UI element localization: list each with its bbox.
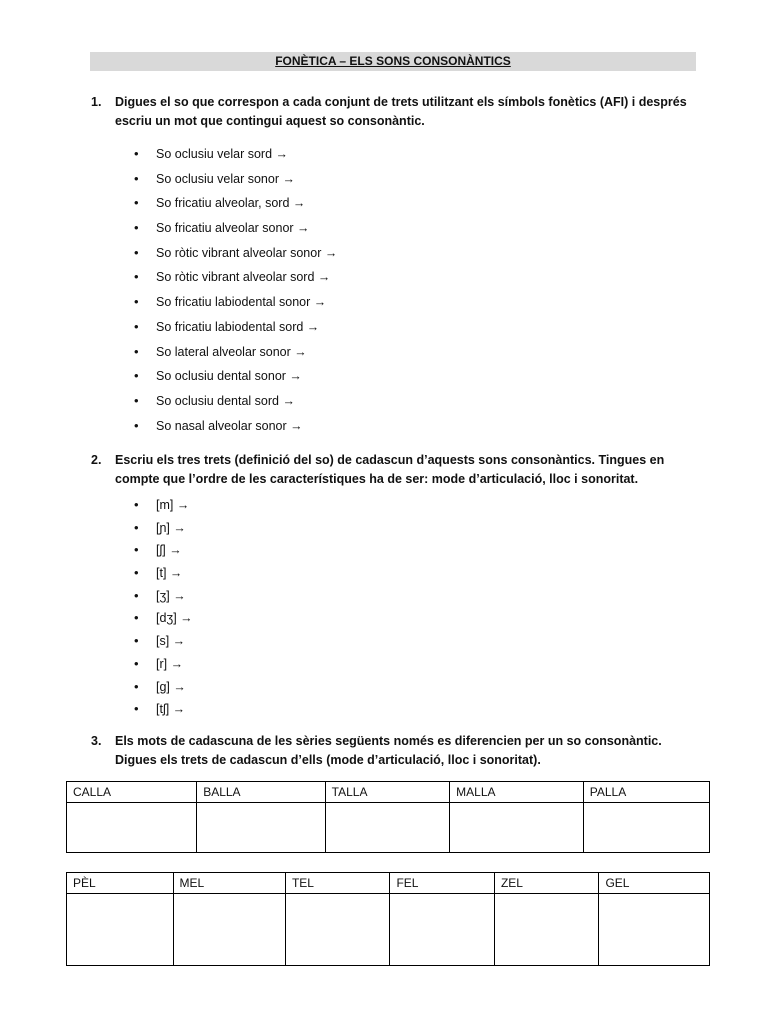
list-item: • [ʒ] → [134,585,193,608]
table-header-cell: PALLA [583,782,709,803]
list-item: • [ɲ] → [134,517,193,540]
list-item: • So oclusiu dental sonor → [134,364,337,389]
list-item: • So fricatiu labiodental sord → [134,315,337,340]
answer-table-1 [66,781,710,853]
table-1-header-row [67,782,710,803]
answer-cell[interactable] [285,894,390,966]
list-item: • So lateral alveolar sonor → [134,340,337,365]
answer-cell[interactable] [325,803,450,853]
table-2-answer-row [67,894,710,966]
table-2-header-row [67,873,710,894]
question-1 [91,93,691,131]
list-item: • So fricatiu alveolar, sord → [134,191,337,216]
question-1-list [134,142,337,438]
answer-cell[interactable] [173,894,285,966]
question-3-number: 3. [91,734,102,748]
table-header-cell: MALLA [450,782,584,803]
list-item: • [t] → [134,562,193,585]
list-item: • So ròtic vibrant alveolar sonor → [134,241,337,266]
list-item: • [m] → [134,494,193,517]
table-header-cell: CALLA [67,782,197,803]
question-2-text: Escriu els tres trets (definició del so) de cadascun d’aquests sons consonàntics. Tingues en compte que l’ordre de les característiques ha de ser: mode d’articulació, lloc i sonoritat. [115,453,665,486]
list-item: • [tʃ] → [134,698,193,721]
question-2-list [134,494,193,721]
question-1-text: Digues el so que correspon a cada conjunt de trets utilitzant els símbols fonètics (AFI) i després escriu un mot que contingui aquest so consonàntic. [115,95,687,128]
table-header-cell: TALLA [325,782,450,803]
list-item: • So oclusiu velar sonor → [134,167,337,192]
list-item: • [ʃ] → [134,539,193,562]
table-header-cell: ZEL [494,873,599,894]
table-header-cell: BALLA [197,782,325,803]
question-2 [91,451,691,489]
list-item: • So ròtic vibrant alveolar sord → [134,265,337,290]
table-header-cell: FEL [390,873,495,894]
answer-cell[interactable] [494,894,599,966]
question-2-number: 2. [91,453,102,467]
table-header-cell: MEL [173,873,285,894]
list-item: • [s] → [134,630,193,653]
answer-cell[interactable] [450,803,584,853]
answer-cell[interactable] [197,803,325,853]
list-item: • So fricatiu labiodental sonor → [134,290,337,315]
list-item: • So fricatiu alveolar sonor → [134,216,337,241]
answer-cell[interactable] [599,894,710,966]
question-3 [91,732,691,770]
table-header-cell: GEL [599,873,710,894]
list-item: • So nasal alveolar sonor → [134,414,337,439]
list-item: • [dʒ] → [134,607,193,630]
table-1-answer-row [67,803,710,853]
answer-table-2 [66,872,710,966]
answer-cell[interactable] [67,894,174,966]
answer-cell[interactable] [390,894,495,966]
table-header-cell: TEL [285,873,390,894]
list-item: • So oclusiu velar sord → [134,142,337,167]
list-item: • So oclusiu dental sord → [134,389,337,414]
question-1-number: 1. [91,95,102,109]
answer-cell[interactable] [583,803,709,853]
answer-cell[interactable] [67,803,197,853]
title-bar [90,52,696,71]
question-3-text: Els mots de cadascuna de les sèries següents només es diferencien per un so consonàntic. Digues els trets de cadascun d’ells (mode d’articulació, lloc i sonoritat). [115,734,662,767]
table-header-cell: PÈL [67,873,174,894]
list-item: • [r] → [134,653,193,676]
list-item: • [g] → [134,676,193,699]
page-title: FONÈTICA – ELS SONS CONSONÀNTICS [275,54,511,68]
